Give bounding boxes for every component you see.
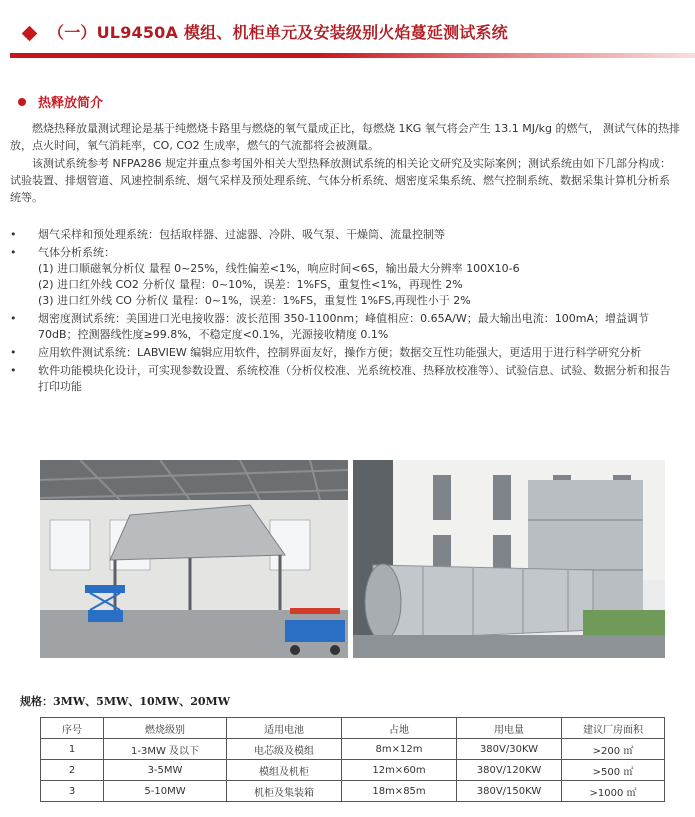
table-cell: 2 bbox=[41, 760, 104, 781]
exhaust-duct-photo bbox=[353, 460, 665, 658]
table-cell: >1000 ㎡ bbox=[562, 781, 665, 802]
table-cell: 机柜及集装箱 bbox=[227, 781, 342, 802]
list-item bbox=[10, 345, 680, 361]
test-hall-photo bbox=[40, 460, 348, 658]
list-item bbox=[10, 311, 680, 343]
feature-list bbox=[10, 227, 680, 397]
list-item bbox=[10, 227, 680, 243]
page-title: （一）UL9450A 模组、机柜单元及安装级别火焰蔓延测试系统 bbox=[48, 23, 508, 42]
list-item bbox=[10, 245, 680, 309]
spec-label: 规格：3MW、5MW、10MW、20MW bbox=[20, 695, 231, 708]
sub-item: (3) 进口红外线 CO 分析仪 量程：0~1%，误差：1%FS，重复性 1%FS,再现性小于 2% bbox=[38, 294, 471, 307]
sub-item: (2) 进口红外线 CO2 分析仪 量程：0~10%，误差：1%FS，重复性<1%，再现性 2% bbox=[38, 278, 463, 291]
bullet-dot: • bbox=[10, 228, 17, 241]
header-divider bbox=[10, 53, 695, 58]
bullet-dot: • bbox=[10, 364, 17, 377]
sub-item: (1) 进口顺磁氧分析仪 量程 0~25%，线性偏差<1%，响应时间<6S，输出最大分辨率 100X10-6 bbox=[38, 262, 520, 275]
table-header-row bbox=[41, 718, 665, 739]
table-cell: 模组及机柜 bbox=[227, 760, 342, 781]
column-header: 燃烧级别 bbox=[104, 718, 227, 739]
table-cell: 3 bbox=[41, 781, 104, 802]
column-header: 占地 bbox=[342, 718, 457, 739]
section-title: 热释放简介 bbox=[38, 96, 104, 111]
bullet-text: 软件功能模块化设计，可实现参数设置、系统校准（分析仪校准、光系统校准、热释放校准等）、试验信息、试验、数据分析和报告打印功能 bbox=[38, 364, 671, 393]
table-cell: 380V/150KW bbox=[457, 781, 562, 802]
column-header: 适用电池 bbox=[227, 718, 342, 739]
table-cell: 12m×60m bbox=[342, 760, 457, 781]
bullet-dot: • bbox=[10, 312, 17, 325]
header-diamond-icon bbox=[22, 26, 38, 42]
intro-paragraph-2: 该测试系统参考 NFPA286 规定并重点参考国外相关大型热释放测试系统的相关论文研究及实际案例；测试系统由如下几部分构成：试验装置、排烟管道、风速控制系统、烟气采样及预处理系统、气体分析系统、烟密度采集系统、燃气控制系统、数据采集计算机分析系统等。 bbox=[10, 157, 671, 204]
table-row bbox=[41, 760, 665, 781]
intro-paragraph-1: 燃烧热释放量测试理论是基于纯燃烧卡路里与燃烧的氧气量成正比，每燃烧 1KG 氧气将会产生 13.1 MJ/kg 的燃气， 测试气体的热排放，点火时间，氧气消耗率，CO, CO2 生成率，燃气的气流都将会被测量。 bbox=[10, 122, 680, 152]
table-cell: 380V/30KW bbox=[457, 739, 562, 760]
spec-table bbox=[40, 717, 665, 802]
column-header: 用电量 bbox=[457, 718, 562, 739]
table-cell: >200 ㎡ bbox=[562, 739, 665, 760]
bullet-text: 烟气采样和预处理系统：包括取样器、过滤器、冷阱、吸气泵、干燥筒、流量控制等 bbox=[38, 228, 445, 241]
table-cell: 18m×85m bbox=[342, 781, 457, 802]
section-bullet-icon bbox=[18, 98, 26, 106]
bullet-dot: • bbox=[10, 346, 17, 359]
table-cell: 电芯级及模组 bbox=[227, 739, 342, 760]
bullet-text: 应用软件测试系统：LABVIEW 编辑应用软件，控制界面友好，操作方便；数据交互性功能强大，更适用于进行科学研究分析 bbox=[38, 346, 642, 359]
table-cell: 1 bbox=[41, 739, 104, 760]
bullet-text: 烟密度测试系统：美国进口光电接收器：波长范围 350-1100nm；峰值相应：0.65A/W；最大输出电流：100mA；增益调节 70dB；控测器线性度≥99.8%，不稳定度<0.1%，光源接收精度 0.1% bbox=[38, 312, 649, 341]
bullet-dot: • bbox=[10, 246, 17, 259]
table-row bbox=[41, 739, 665, 760]
table-row bbox=[41, 781, 665, 802]
list-item bbox=[10, 363, 680, 395]
table-cell: 5-10MW bbox=[104, 781, 227, 802]
table-cell: 1-3MW 及以下 bbox=[104, 739, 227, 760]
column-header: 序号 bbox=[41, 718, 104, 739]
bullet-text: 气体分析系统： bbox=[38, 246, 115, 259]
table-cell: >500 ㎡ bbox=[562, 760, 665, 781]
table-cell: 3-5MW bbox=[104, 760, 227, 781]
table-cell: 8m×12m bbox=[342, 739, 457, 760]
column-header: 建议厂房面积 bbox=[562, 718, 665, 739]
table-cell: 380V/120KW bbox=[457, 760, 562, 781]
